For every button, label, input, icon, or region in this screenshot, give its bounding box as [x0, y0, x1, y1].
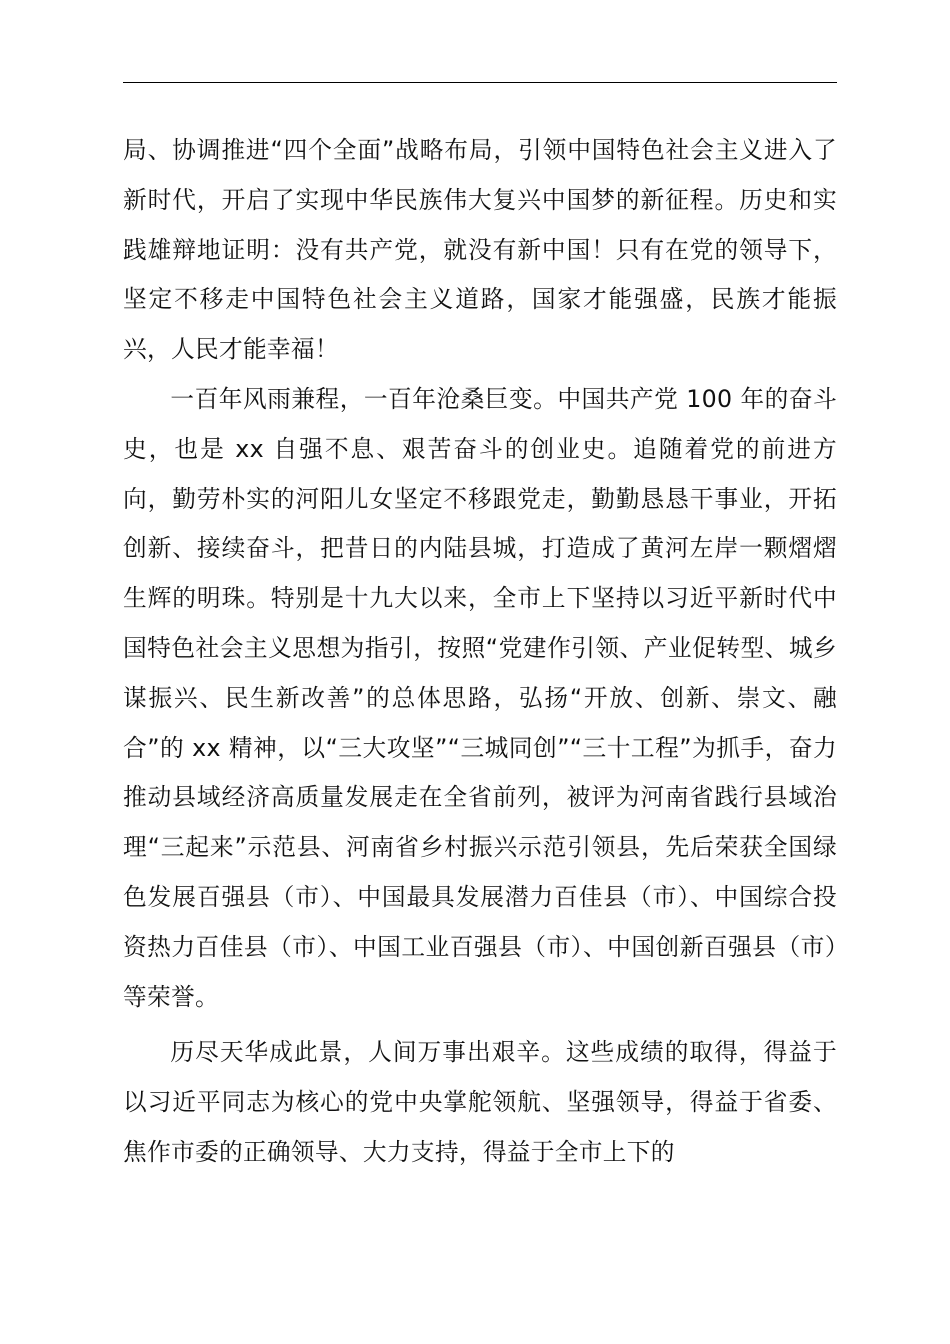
paragraph-achievements: 历尽天华成此景，人间万事出艰辛。这些成绩的取得，得益于以习近平同志为核心的党中央掌舵领航、坚强领导，得益于省委、焦作市委的正确领导、大力支持，得益于全市上下的 — [123, 1038, 837, 1166]
paragraph-centennial-history: 一百年风雨兼程，一百年沧桑巨变。中国共产党 100 年的奋斗史，也是 xx 自强不息、艰苦奋斗的创业史。追随着党的前进方向，勤劳朴实的河阳儿女坚定不移跟党走，勤勤恳恳干事业，开拓创新、接续奋斗，把昔日的内陆县城，打造成了黄河左岸一颗熠熠生辉的明珠。特别是十九大以来，全市上下坚持以习近平新时代中国特色社会主义思想为指引，按照“党建作引领、产业促转型、城乡谋振兴、民生新改善”的总体思路，弘扬“开放、创新、崇文、融合”的 xx 精神，以“三大攻坚”“三城同创”“三十工程”为抓手，奋力推动县域经济高质量发展走在全省前列，被评为河南省践行县域治理“三起来”示范县、河南省乡村振兴示范引领县，先后荣获全国绿色发展百强县（市）、中国最具发展潜力百佳县（市）、中国综合投资热力百佳县（市）、中国工业百强县（市）、中国创新百强县（市）等荣誉。 — [123, 384, 837, 1011]
paragraph-continuation: 局、协调推进“四个全面”战略布局，引领中国特色社会主义进入了新时代，开启了实现中华民族伟大复兴中国梦的新征程。历史和实践雄辩地证明：没有共产党，就没有新中国！只有在党的领导下，坚定不移走中国特色社会主义道路，国家才能强盛，民族才能振兴，人民才能幸福！ — [123, 136, 837, 364]
document-body — [123, 126, 837, 1178]
header-rule — [123, 82, 837, 83]
